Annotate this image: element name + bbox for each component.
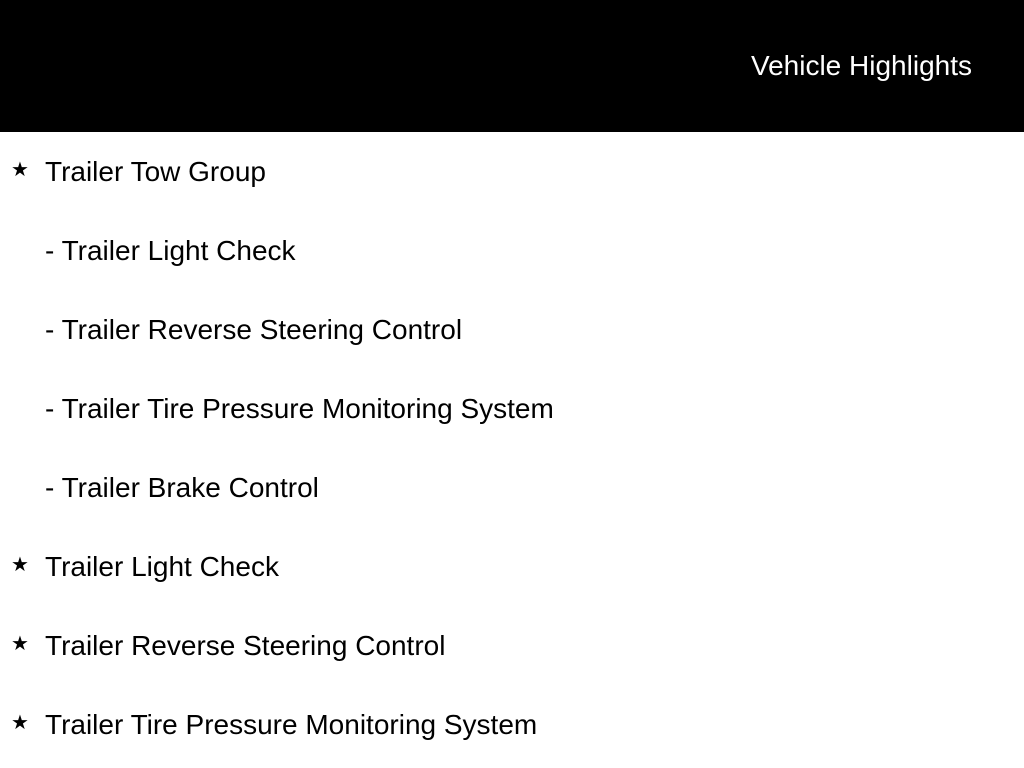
header-bar	[0, 0, 1024, 132]
list-item-label: Trailer Tire Pressure Monitoring System	[45, 709, 538, 740]
list-item	[0, 448, 1024, 527]
list-item-label: Trailer Reverse Steering Control	[45, 630, 446, 661]
list-item-label: Trailer Light Check	[45, 551, 279, 582]
page-title: Vehicle Highlights	[750, 50, 972, 81]
star-icon: ★	[11, 554, 29, 576]
list-item	[0, 211, 1024, 290]
star-icon: ★	[11, 159, 29, 181]
list-item-label: - Trailer Light Check	[45, 235, 296, 266]
highlights-list	[0, 132, 1024, 764]
list-item-label: - Trailer Tire Pressure Monitoring System	[45, 393, 554, 424]
list-item	[0, 369, 1024, 448]
star-icon: ★	[11, 712, 29, 734]
list-item	[0, 132, 1024, 211]
list-item	[0, 290, 1024, 369]
list-item	[0, 606, 1024, 685]
list-item	[0, 527, 1024, 606]
list-item-label: - Trailer Reverse Steering Control	[45, 314, 463, 345]
list-item-label: Trailer Tow Group	[45, 156, 266, 187]
star-icon: ★	[11, 633, 29, 655]
list-item	[0, 685, 1024, 764]
list-item-label: - Trailer Brake Control	[45, 472, 319, 503]
